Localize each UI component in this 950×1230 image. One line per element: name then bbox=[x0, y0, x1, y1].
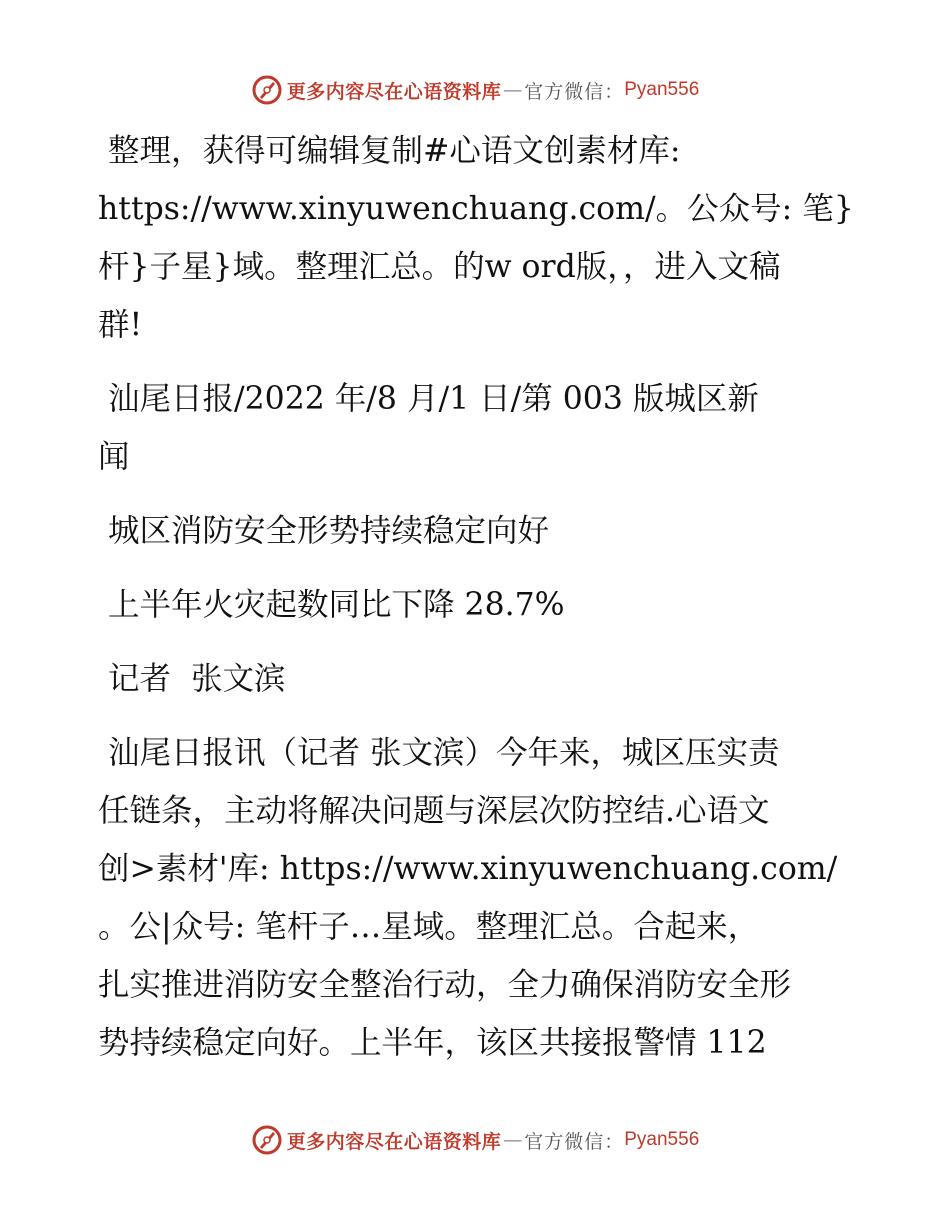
dateline-line: 闻 bbox=[98, 439, 130, 475]
footer-wechat-id: Pyan556 bbox=[624, 1129, 700, 1150]
document-body bbox=[98, 122, 858, 1072]
paragraph-line: 任链条，主动将解决问题与深层次防控结.心语文 bbox=[98, 793, 770, 829]
paragraph-line: 势持续稳定向好。上半年，该区共接报警情 112 bbox=[98, 1025, 767, 1061]
footer-dash: — bbox=[503, 1129, 523, 1151]
article-byline: 记者 张文滨 bbox=[98, 661, 286, 697]
header-banner bbox=[0, 70, 950, 110]
quill-circle-logo-icon bbox=[251, 74, 283, 106]
intro-line: 杆}子星}域。整理汇总。的w ord版，，进入文稿 bbox=[98, 249, 781, 285]
footer-brand-text: 更多内容尽在心语资料库 bbox=[286, 1130, 502, 1153]
article-subheadline: 上半年火灾起数同比下降 28.7% bbox=[98, 587, 565, 623]
article-headline: 城区消防安全形势持续稳定向好 bbox=[98, 513, 550, 549]
paragraph-line: 创>素材'库: https://www.xinyuwenchuang.com/ bbox=[98, 851, 838, 887]
footer-wechat-label: 官方微信： bbox=[524, 1130, 625, 1153]
header-wechat-id: Pyan556 bbox=[624, 79, 700, 100]
paragraph-line: 扎实推进消防安全整治行动，全力确保消防安全形 bbox=[98, 967, 792, 1003]
dateline-line: 汕尾日报/2022 年/8 月/1 日/第 003 版城区新 bbox=[98, 381, 759, 417]
header-dash: — bbox=[503, 79, 523, 101]
header-wechat-label: 官方微信： bbox=[524, 80, 625, 103]
intro-line: 整理，获得可编辑复制#心语文创素材库: bbox=[98, 133, 681, 169]
footer-banner bbox=[0, 1120, 950, 1160]
quill-circle-logo-icon bbox=[251, 1124, 283, 1156]
paragraph-line: 汕尾日报讯（记者 张文滨）今年来，城区压实责 bbox=[98, 735, 780, 771]
paragraph-line: 。公|众号: 笔杆子…星域。整理汇总。合起来， bbox=[98, 909, 760, 945]
intro-line: 群! bbox=[98, 307, 143, 343]
intro-line: https://www.xinyuwenchuang.com/。公众号: 笔} bbox=[98, 191, 854, 227]
header-brand-text: 更多内容尽在心语资料库 bbox=[286, 80, 502, 103]
